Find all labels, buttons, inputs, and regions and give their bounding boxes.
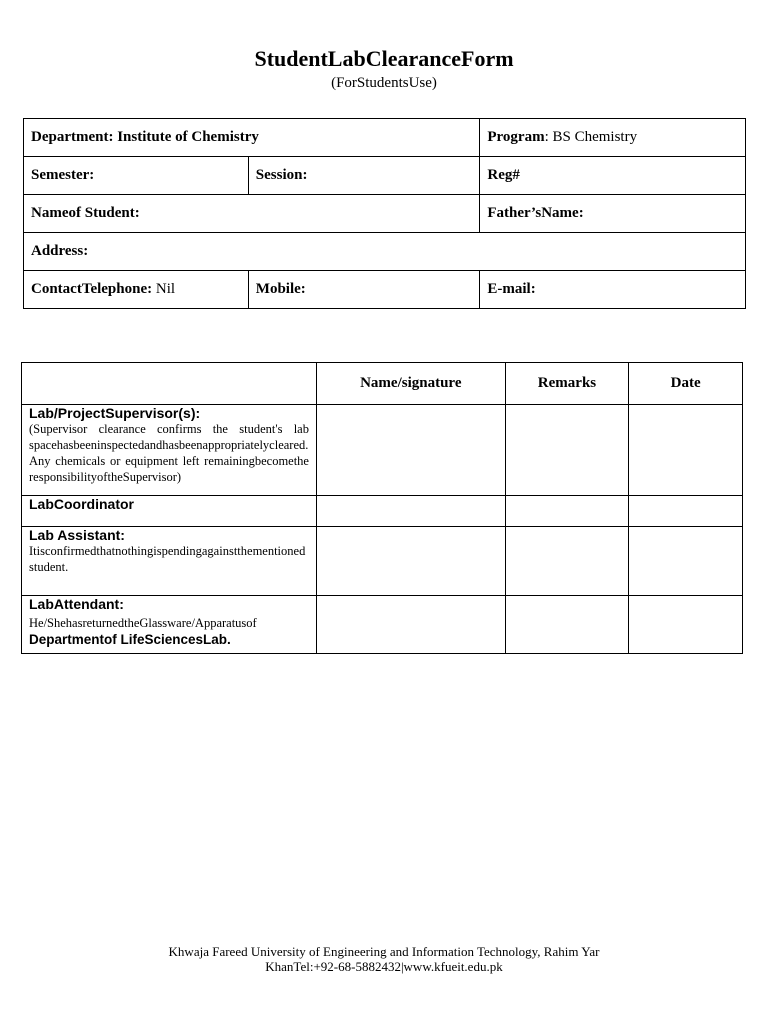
coordinator-title: LabCoordinator	[29, 496, 134, 512]
reg-field[interactable]	[480, 157, 746, 195]
program-label: Program	[487, 129, 545, 145]
attendant-remarks-cell[interactable]	[505, 596, 629, 654]
address-label: Address:	[31, 243, 89, 259]
table-row	[24, 119, 746, 157]
telephone-label: ContactTelephone:	[31, 281, 153, 297]
attendant-note: He/ShehasreturnedtheGlassware/Apparatusof	[29, 616, 257, 630]
supervisor-signature-cell[interactable]	[316, 405, 505, 496]
mobile-field[interactable]	[248, 271, 480, 309]
program-field[interactable]	[480, 119, 746, 157]
form-title: StudentLabClearanceForm	[254, 46, 514, 71]
name-signature-header: Name/signature	[316, 363, 505, 405]
assistant-signature-cell[interactable]	[316, 527, 505, 596]
supervisor-role-cell	[22, 405, 317, 496]
table-row	[22, 496, 743, 527]
attendant-department: Departmentof LifeSciencesLab.	[29, 632, 231, 647]
assistant-date-cell[interactable]	[629, 527, 743, 596]
coordinator-remarks-cell[interactable]	[505, 496, 629, 527]
supervisor-remarks-cell[interactable]	[505, 405, 629, 496]
telephone-value: Nil	[152, 281, 176, 297]
table-row	[24, 271, 746, 309]
footer-contact-line: KhanTel:+92-68-5882432|www.kfueit.edu.pk	[265, 959, 503, 974]
student-info-table	[23, 118, 746, 309]
semester-label: Semester:	[31, 167, 95, 183]
father-name-label: Father’sName:	[487, 205, 584, 221]
attendant-signature-cell[interactable]	[316, 596, 505, 654]
supervisor-note: (Supervisor clearance confirms the student's lab spacehasbeeninspectedandhasbeenappropriatelycleared. Any chemicals or equipment left remainingbecomethe responsibilityoftheSupervisor)	[29, 422, 309, 484]
attendant-role-cell	[22, 596, 317, 654]
table-row	[24, 233, 746, 271]
assistant-note: Itisconfirmedthatnothingispendingagainstthementioned student.	[29, 544, 306, 574]
telephone-field[interactable]	[24, 271, 249, 309]
student-name-field[interactable]	[24, 195, 480, 233]
remarks-header: Remarks	[505, 363, 629, 405]
assistant-role-cell	[22, 527, 317, 596]
attendant-title: LabAttendant:	[29, 596, 124, 612]
clearance-table	[21, 362, 743, 654]
email-label: E-mail:	[487, 281, 536, 297]
supervisor-title: Lab/ProjectSupervisor(s):	[29, 405, 201, 421]
table-row	[24, 195, 746, 233]
assistant-remarks-cell[interactable]	[505, 527, 629, 596]
session-field[interactable]	[248, 157, 480, 195]
table-row	[22, 596, 743, 654]
attendant-date-cell[interactable]	[629, 596, 743, 654]
date-header: Date	[629, 363, 743, 405]
footer-university-line: Khwaja Fareed University of Engineering and Information Technology, Rahim Yar	[168, 944, 600, 959]
footer	[100, 944, 668, 974]
table-row	[24, 157, 746, 195]
coordinator-role-cell	[22, 496, 317, 527]
supervisor-date-cell[interactable]	[629, 405, 743, 496]
email-field[interactable]	[480, 271, 746, 309]
semester-field[interactable]	[24, 157, 249, 195]
blank-header-cell	[22, 363, 317, 405]
father-name-field[interactable]	[480, 195, 746, 233]
program-value: : BS Chemistry	[544, 129, 638, 145]
mobile-label: Mobile:	[255, 281, 306, 297]
department-label: Department: Institute of Chemistry	[31, 129, 259, 145]
form-subtitle: (ForStudentsUse)	[331, 75, 437, 91]
student-name-label: Nameof Student:	[31, 205, 140, 221]
table-row	[22, 527, 743, 596]
address-field[interactable]	[24, 233, 746, 271]
session-label: Session:	[255, 167, 308, 183]
table-row	[22, 405, 743, 496]
assistant-title: Lab Assistant:	[29, 527, 125, 543]
reg-label: Reg#	[487, 167, 520, 183]
coordinator-signature-cell[interactable]	[316, 496, 505, 527]
table-header-row	[22, 363, 743, 405]
department-field[interactable]	[24, 119, 480, 157]
coordinator-date-cell[interactable]	[629, 496, 743, 527]
